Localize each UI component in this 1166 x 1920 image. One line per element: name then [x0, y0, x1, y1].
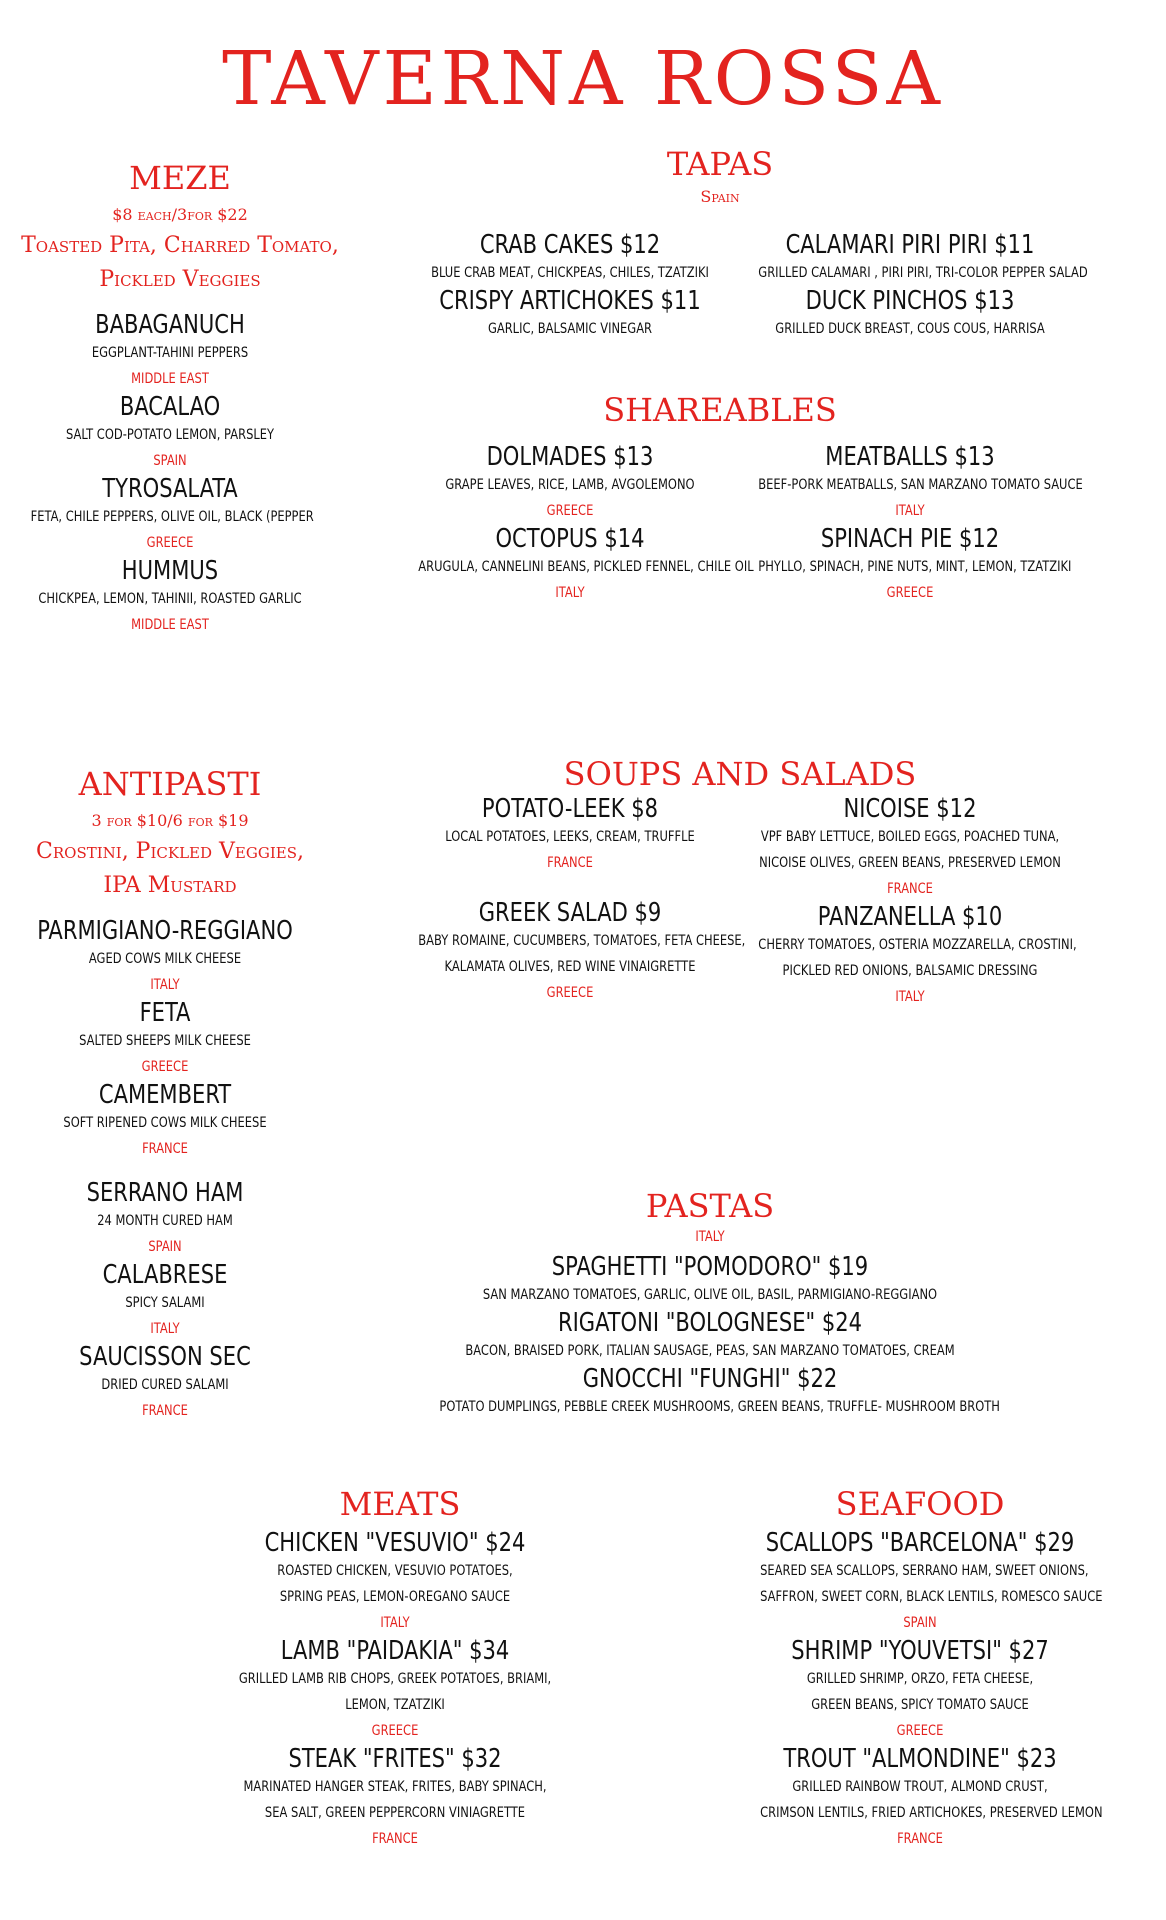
- item-description: SAN MARZANO TOMATOES, GARLIC, OLIVE OIL, BASIL, PARMIGIANO-REGGIANO: [482, 1287, 938, 1303]
- item-name: POTATO-LEEK $8: [481, 794, 659, 824]
- seafood-heading: SEAFOOD: [835, 1485, 1005, 1523]
- item-description: 24 MONTH CURED HAM: [97, 1213, 233, 1229]
- menu-item: [0, 916, 330, 998]
- item-description: AGED COWS MILK CHEESE: [88, 951, 242, 967]
- item-description: NICOISE OLIVES, GREEN BEANS, PRESERVED LEMON: [759, 855, 1061, 871]
- menu-item: [385, 898, 755, 1006]
- item-origin: ITALY: [380, 1615, 410, 1631]
- menu-item: [385, 794, 755, 876]
- menu-item: [725, 1744, 1115, 1852]
- seafood-list: [725, 1528, 1115, 1852]
- item-description: CHICKPEA, LEMON, TAHINII, ROASTED GARLIC: [38, 591, 302, 607]
- menu-item: [0, 998, 330, 1080]
- item-name: CHICKEN "VESUVIO" $24: [264, 1528, 526, 1558]
- item-origin: SPAIN: [153, 453, 187, 469]
- item-name: CRAB CAKES $12: [479, 230, 661, 260]
- item-description: GRILLED SHRIMP, ORZO, FETA CHEESE,: [806, 1671, 1034, 1687]
- item-description: FETA, CHILE PEPPERS, OLIVE OIL, BLACK (PEPPER: [30, 509, 314, 525]
- item-origin: ITALY: [895, 989, 925, 1005]
- menu-item: [725, 286, 1095, 342]
- menu-item: [725, 230, 1095, 286]
- meze-note-line2: Pickled Veggies: [99, 267, 261, 292]
- menu-item: [0, 1080, 330, 1162]
- item-description: PHYLLO, SPINACH, PINE NUTS, MINT, LEMON, TZATZIKI: [758, 559, 1072, 575]
- item-name: CAMEMBERT: [98, 1080, 232, 1110]
- pastas-subtitle: ITALY: [695, 1229, 725, 1245]
- menu-item: [725, 902, 1095, 1010]
- menu-item: [380, 1252, 1040, 1308]
- item-name: NICOISE $12: [843, 794, 977, 824]
- shareables-heading: SHAREABLES: [603, 391, 837, 429]
- item-name: LAMB "PAIDAKIA" $34: [280, 1636, 510, 1666]
- item-description: GRILLED RAINBOW TROUT, ALMOND CRUST,: [792, 1779, 1048, 1795]
- item-origin: GREECE: [896, 1723, 944, 1739]
- item-name: DUCK PINCHOS $13: [805, 286, 1015, 316]
- menu-item: [0, 556, 340, 638]
- item-origin: FRANCE: [887, 881, 933, 897]
- item-origin: MIDDLE EAST: [131, 617, 209, 633]
- meats-heading: MEATS: [339, 1485, 461, 1523]
- item-description: GRILLED DUCK BREAST, COUS COUS, HARRISA: [775, 321, 1045, 337]
- item-name: CRISPY ARTICHOKES $11: [439, 286, 701, 316]
- menu-item: [0, 1178, 330, 1260]
- antipasti-price: 3 for $10/6 for $19: [91, 811, 249, 830]
- item-name: DOLMADES $13: [486, 442, 654, 472]
- item-description: ROASTED CHICKEN, VESUVIO POTATOES,: [277, 1563, 513, 1579]
- item-description: EGGPLANT-TAHINI PEPPERS: [91, 345, 249, 361]
- item-origin: FRANCE: [897, 1831, 943, 1847]
- meze-note-line1: Toasted Pita, Charred Tomato,: [21, 233, 339, 258]
- item-description: GRILLED LAMB RIB CHOPS, GREEK POTATOES, BRIAMI,: [238, 1671, 552, 1687]
- item-description: POTATO DUMPLINGS, PEBBLE CREEK MUSHROOMS, GREEN BEANS, TRUFFLE- MUSHROOM BROTH: [439, 1399, 1000, 1415]
- item-name: SERRANO HAM: [86, 1178, 244, 1208]
- antipasti-note-line1: Crostini, Pickled Veggies,: [36, 839, 304, 864]
- menu-item: [725, 1528, 1115, 1636]
- menu-item: [380, 1364, 1040, 1420]
- item-description: SALTED SHEEPS MILK CHEESE: [79, 1033, 251, 1049]
- item-name: SCALLOPS "BARCELONA" $29: [765, 1528, 1075, 1558]
- item-origin: FRANCE: [142, 1403, 188, 1419]
- item-name: GNOCCHI "FUNGHI" $22: [582, 1364, 838, 1394]
- menu-item: [385, 524, 755, 606]
- item-description: BACON, BRAISED PORK, ITALIAN SAUSAGE, PEAS, SAN MARZANO TOMATOES, CREAM: [465, 1343, 955, 1359]
- item-description: KALAMATA OLIVES, RED WINE VINAIGRETTE: [444, 959, 696, 975]
- menu-item: [0, 392, 340, 474]
- menu-item: [0, 310, 340, 392]
- item-description: GREEN BEANS, SPICY TOMATO SAUCE: [811, 1697, 1029, 1713]
- item-origin: MIDDLE EAST: [131, 371, 209, 387]
- item-description: VPF BABY LETTUCE, BOILED EGGS, POACHED TUNA,: [760, 829, 1060, 845]
- item-description: BLUE CRAB MEAT, CHICKPEAS, CHILES, TZATZIKI: [431, 265, 709, 281]
- item-origin: GREECE: [146, 535, 194, 551]
- item-name: BACALAO: [119, 392, 221, 422]
- menu-item: [725, 794, 1095, 902]
- item-origin: ITALY: [895, 503, 925, 519]
- meze-list: [0, 310, 340, 638]
- item-description: SAFFRON, SWEET CORN, BLACK LENTILS, ROMESCO SAUCE: [760, 1589, 1103, 1605]
- item-origin: GREECE: [546, 985, 594, 1001]
- restaurant-title: TAVERNA ROSSA: [222, 36, 944, 122]
- item-description: SEARED SEA SCALLOPS, SERRANO HAM, SWEET ONIONS,: [760, 1563, 1089, 1579]
- item-name: MEATBALLS $13: [825, 442, 995, 472]
- item-description: LEMON, TZATZIKI: [345, 1697, 445, 1713]
- item-name: TYROSALATA: [102, 474, 238, 504]
- item-name: SAUCISSON SEC: [79, 1342, 251, 1372]
- item-origin: GREECE: [371, 1723, 419, 1739]
- item-name: BABAGANUCH: [95, 310, 245, 340]
- menu-item: [0, 474, 340, 556]
- item-origin: SPAIN: [903, 1615, 937, 1631]
- menu-item: [200, 1636, 590, 1744]
- meze-price: $8 each/3for $22: [112, 205, 248, 224]
- item-description: CHERRY TOMATOES, OSTERIA MOZZARELLA, CROSTINI,: [758, 937, 1077, 953]
- salads-right-column: [725, 794, 1095, 1010]
- item-origin: GREECE: [546, 503, 594, 519]
- item-name: OCTOPUS $14: [495, 524, 645, 554]
- item-name: PANZANELLA $10: [817, 902, 1003, 932]
- antipasti-note-line2: IPA Mustard: [103, 873, 237, 898]
- item-origin: ITALY: [150, 1321, 180, 1337]
- item-origin: GREECE: [141, 1059, 189, 1075]
- soups-left-column: [385, 794, 755, 1006]
- antipasti-list: [0, 916, 330, 1424]
- menu-item: [0, 1342, 330, 1424]
- item-origin: FRANCE: [547, 855, 593, 871]
- item-description: LOCAL POTATOES, LEEKS, CREAM, TRUFFLE: [445, 829, 695, 845]
- item-description: CRIMSON LENTILS, FRIED ARTICHOKES, PRESERVED LEMON: [760, 1805, 1103, 1821]
- antipasti-heading: ANTIPASTI: [78, 765, 262, 803]
- item-name: SHRIMP "YOUVETSI" $27: [791, 1636, 1049, 1666]
- item-description: GARLIC, BALSAMIC VINEGAR: [487, 321, 653, 337]
- item-description: GRILLED CALAMARI , PIRI PIRI, TRI-COLOR PEPPER SALAD: [758, 265, 1088, 281]
- tapas-left-column: [385, 230, 755, 342]
- item-name: CALABRESE: [102, 1260, 228, 1290]
- menu-item: [385, 286, 755, 342]
- shareables-right-column: [725, 442, 1095, 606]
- menu-item: [725, 524, 1095, 606]
- item-name: STEAK "FRITES" $32: [288, 1744, 502, 1774]
- item-name: TROUT "ALMONDINE" $23: [783, 1744, 1057, 1774]
- menu-item: [725, 442, 1095, 524]
- item-description: MARINATED HANGER STEAK, FRITES, BABY SPINACH,: [243, 1779, 547, 1795]
- item-origin: GREECE: [886, 585, 934, 601]
- pastas-list: [380, 1252, 1040, 1420]
- item-name: FETA: [139, 998, 191, 1028]
- menu-item: [380, 1308, 1040, 1364]
- tapas-right-column: [725, 230, 1095, 342]
- menu-item: [725, 1636, 1115, 1744]
- item-description: SPICY SALAMI: [125, 1295, 205, 1311]
- tapas-heading: TAPAS: [666, 145, 774, 183]
- item-origin: FRANCE: [142, 1141, 188, 1157]
- item-name: HUMMUS: [121, 556, 219, 586]
- menu-item: [200, 1744, 590, 1852]
- item-name: GREEK SALAD $9: [478, 898, 662, 928]
- item-origin: ITALY: [555, 585, 585, 601]
- pastas-heading: PASTAS: [645, 1187, 775, 1225]
- item-origin: FRANCE: [372, 1831, 418, 1847]
- item-description: BEEF-PORK MEATBALLS, SAN MARZANO TOMATO SAUCE: [758, 477, 1083, 493]
- item-name: SPINACH PIE $12: [820, 524, 1000, 554]
- item-origin: ITALY: [150, 977, 180, 993]
- menu-item: [0, 1260, 330, 1342]
- item-description: GRAPE LEAVES, RICE, LAMB, AVGOLEMONO: [445, 477, 695, 493]
- item-name: CALAMARI PIRI PIRI $11: [785, 230, 1035, 260]
- item-description: SEA SALT, GREEN PEPPERCORN VINIAGRETTE: [264, 1805, 526, 1821]
- meze-heading: MEZE: [129, 159, 231, 197]
- tapas-subtitle: Spain: [700, 187, 740, 206]
- item-description: BABY ROMAINE, CUCUMBERS, TOMATOES, FETA CHEESE,: [418, 933, 746, 949]
- item-origin: SPAIN: [148, 1239, 182, 1255]
- item-description: SPRING PEAS, LEMON-OREGANO SAUCE: [279, 1589, 511, 1605]
- meats-list: [200, 1528, 590, 1852]
- menu-item: [385, 442, 755, 524]
- item-description: DRIED CURED SALAMI: [101, 1377, 229, 1393]
- item-description: SALT COD-POTATO LEMON, PARSLEY: [65, 427, 275, 443]
- soups-salads-heading: SOUPS AND SALADS: [563, 755, 917, 793]
- item-name: RIGATONI "BOLOGNESE" $24: [557, 1308, 863, 1338]
- item-description: SOFT RIPENED COWS MILK CHEESE: [63, 1115, 267, 1131]
- shareables-left-column: [385, 442, 755, 606]
- item-name: PARMIGIANO-REGGIANO: [37, 916, 293, 946]
- item-name: SPAGHETTI "POMODORO" $19: [551, 1252, 869, 1282]
- menu-item: [200, 1528, 590, 1636]
- menu-item: [385, 230, 755, 286]
- item-description: PICKLED RED ONIONS, BALSAMIC DRESSING: [782, 963, 1038, 979]
- item-description: ARUGULA, CANNELINI BEANS, PICKLED FENNEL, CHILE OIL: [418, 559, 754, 575]
